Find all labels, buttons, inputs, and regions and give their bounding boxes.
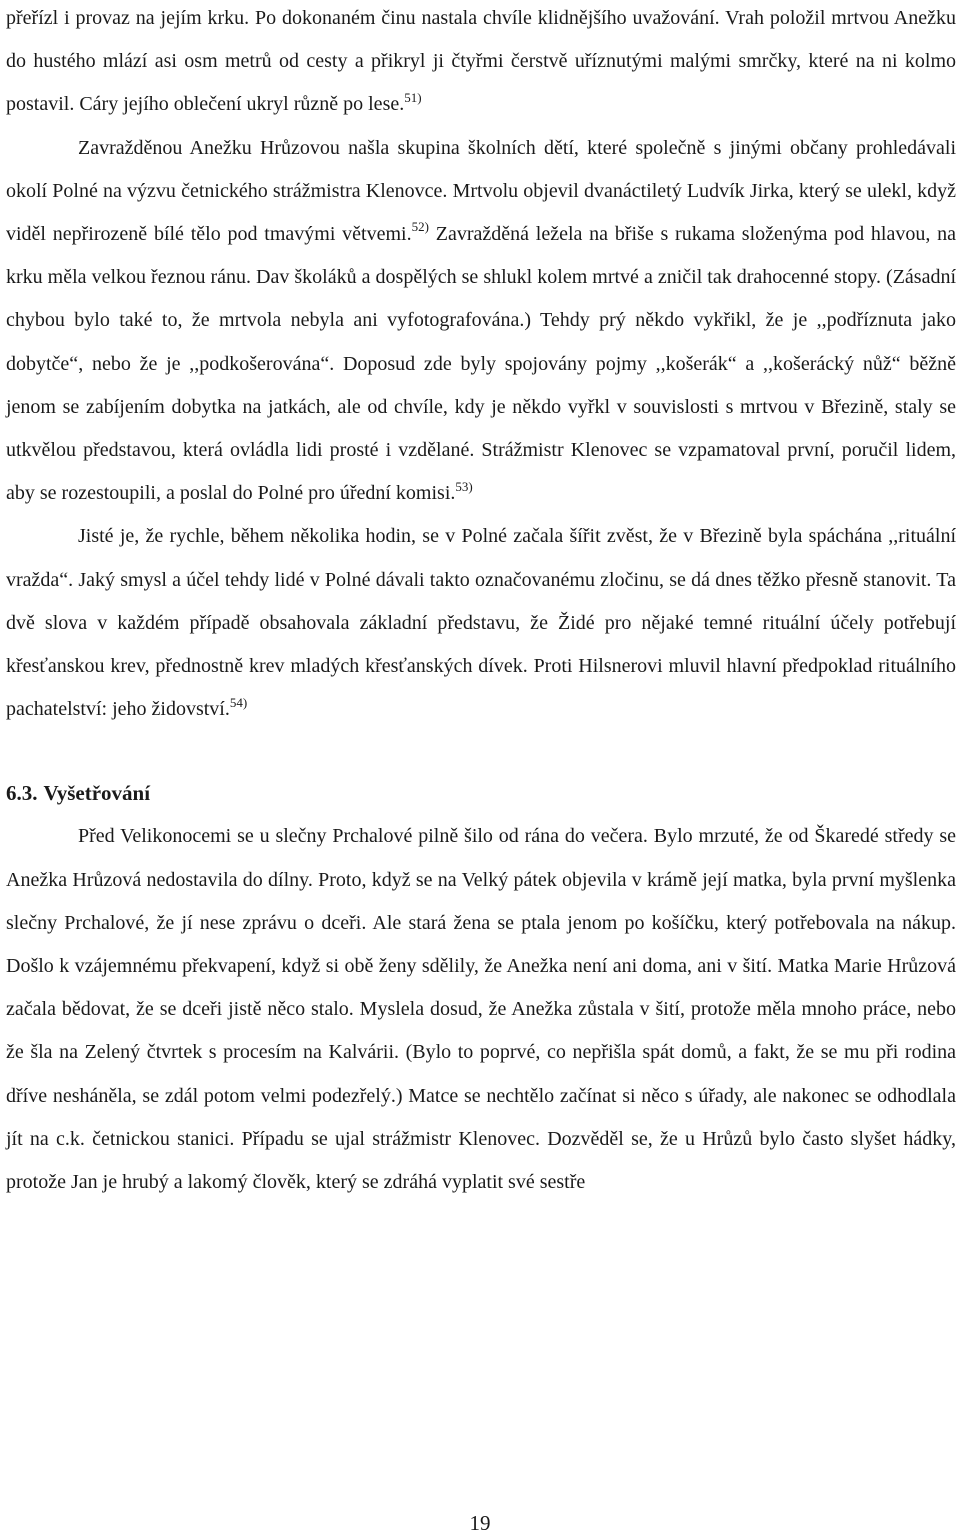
footnote-ref-53: 53) xyxy=(455,478,473,494)
page-number: 19 xyxy=(469,1511,491,1535)
paragraph-3-text: Jisté je, že rychle, během několika hodin, se v Polné začala šířit zvěst, že v Březině byla spáchána ,,rituální vražda“. Jaký smysl a účel tehdy lidé v Polné dávali takto označovanému zločinu, se dá dnes těžko přesně stanovit. Ta dvě slova v každém případě obsahovala základní představu, že Židé pro nějaké temné rituální účely potřebují křesťanskou krev, přednostně krev mladých křesťanských dívek. Proti Hilsnerovi mluvil hlavní předpoklad rituálního pachatelství: jeho židovství. xyxy=(6,525,956,721)
paragraph-2-text-a: Zavražděnou Anežku Hrůzovou našla skupina školních dětí, které společně s jinými občany prohledávali okolí Polné na výzvu četnického strážmistra Klenovce. Mrtvolu objevil dvanáctiletý Ludvík Jirka, který se ulekl, když viděl nepřirozeně bílé tělo pod tmavými větvemi. xyxy=(6,136,956,246)
paragraph-4 xyxy=(6,815,956,1204)
paragraph-1-text: přeřízl i provaz na jejím krku. Po dokonaném činu nastala chvíle klidnějšího uvažování. Vrah položil mrtvou Anežku do hustého mlází asi osm metrů od cesty a přikryl ji čtyřmi čerstvě uříznutými malými smrčky, které na ni kolmo postavil. Cáry jejího oblečení ukryl různě po lese. xyxy=(6,7,956,116)
footnote-ref-51: 51) xyxy=(404,89,422,105)
paragraph-1 xyxy=(6,0,956,127)
paragraph-3 xyxy=(6,515,956,731)
paragraph-2 xyxy=(6,127,956,516)
paragraph-2-text-b: Zavražděná ležela na břiše s rukama složenýma pod hlavou, na krku měla velkou řeznou ránu. Dav školáků a dospělých se shlukl kolem mrtvé a zničil tak drahocenné stopy. (Zásadní chybou bylo také to, že mrtvola nebyla ani vyfotografována.) Tehdy prý někdo vykřikl, že je ,,podříznuta jako dobytče“, nebo že je ,,podkošerována“. Doposud zde byly spojovány pojmy ,,košerák“ a ,,košerácký nůž“ běžně jenom se zabíjením dobytka na jatkách, ale od chvíle, kdy je někdo vyřkl v souvislosti s mrtvou v Březině, staly se utkvělou představou, která ovládla lidi prosté i vzdělané. Strážmistr Klenovec se vzpamatoval první, poručil lidem, aby se rozestoupili, a poslal do Polné pro úřední komisi. xyxy=(6,223,956,505)
section-title: Vyšetřování xyxy=(43,781,151,806)
footnote-ref-52: 52) xyxy=(411,219,429,235)
section-heading xyxy=(6,772,956,815)
section-number: 6.3. xyxy=(6,781,38,806)
footnote-ref-54: 54) xyxy=(229,694,248,710)
paragraph-4-text: Před Velikonocemi se u slečny Prchalové pilně šilo od rána do večera. Bylo mrzuté, že od Škaredé středy se Anežka Hrůzová nedostavila do dílny. Proto, když se na Velký pátek objevila v krámě její matka, byla první myšlenka slečny Prchalové, že jí nese zprávu o dceři. Ale stará žena se ptala jenom po košíčku, který potřebovala na nákup. Došlo k vzájemnému překvapení, když si obě ženy sdělily, že Anežka není ani doma, ani v šití. Matka Marie Hrůzová začala bědovat, že se dceři jistě něco stalo. Myslela dosud, že Anežka zůstala v šití, protože měla mnoho práce, nebo že šla na Zelený čtvrtek s procesím na Kalvárii. (Bylo to poprvé, co nepřišla spát domů, a fakt, že se mu při rodina dříve nesháněla, se zdál potom velmi podezřelý.) Matce se nechtělo začínat si něco s úřady, ale nakonec se odhodlala jít na c.k. četnickou stanici. Případu se ujal strážmistr Klenovec. Dozvěděl se, že u Hrůzů bylo často slyšet hádky, protože Jan je hrubý a lakomý člověk, který se zdráhá vyplatit své sestře xyxy=(6,825,956,1194)
document-page xyxy=(6,0,956,1204)
